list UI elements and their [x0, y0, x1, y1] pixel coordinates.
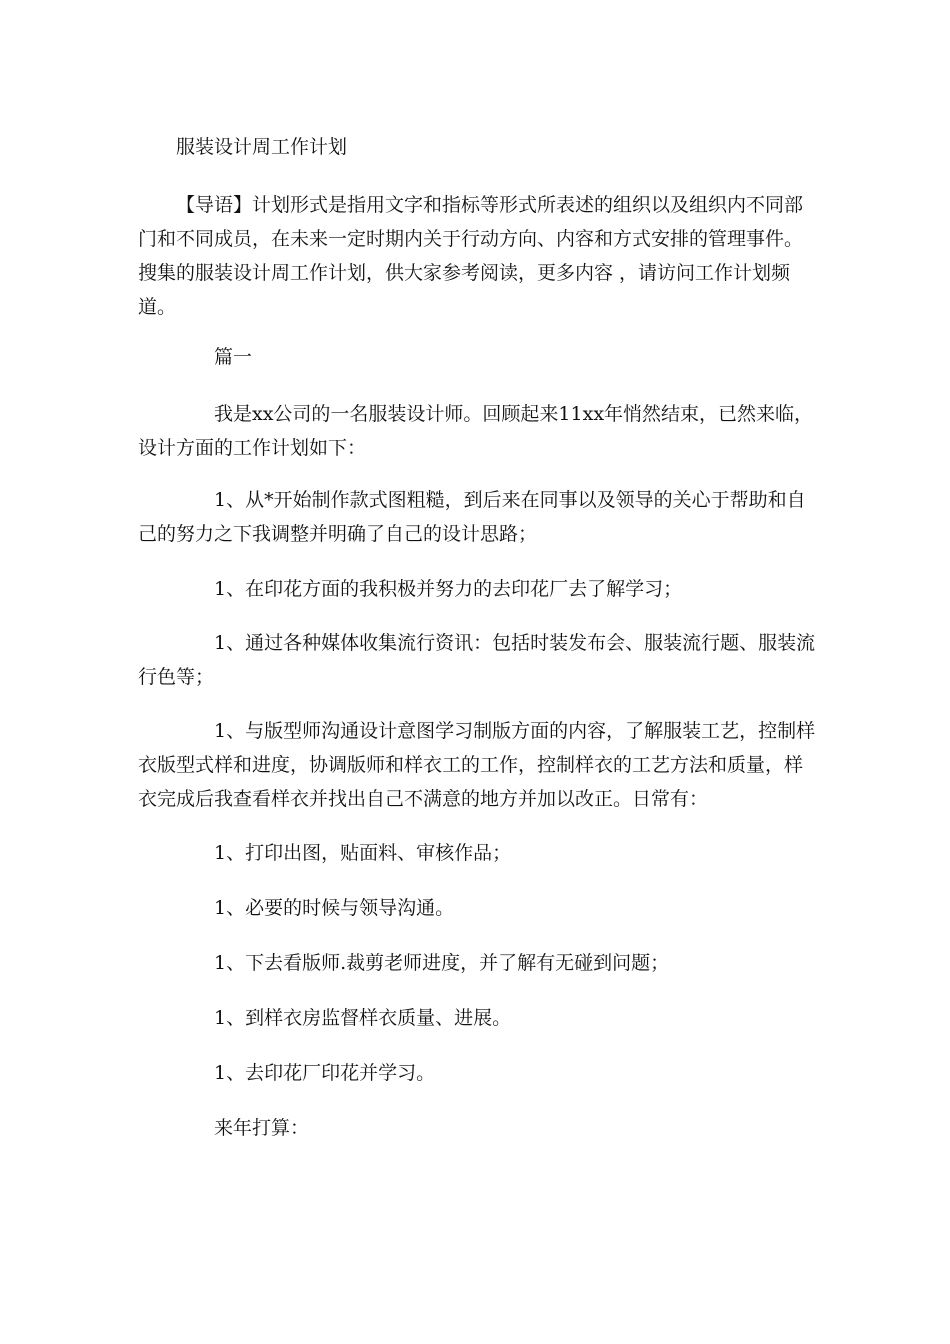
- intro-paragraph: 【导语】计划形式是指用文字和指标等形式所表述的组织以及组织内不同部门和不同成员，在未来一定时期内关于行动方向、内容和方式安排的管理事件。搜集的服装设计周工作计划，供大家参考阅读，更多内容 ，请访问工作计划频道。: [138, 194, 804, 318]
- daily-item-2: 1、必要的时候与领导沟通。: [214, 897, 455, 919]
- work-item-3: 1、通过各种媒体收集流行资讯：包括时装发布会、服装流行题、服装流行色等；: [138, 632, 816, 688]
- document-title: 服装设计周工作计划: [176, 136, 348, 158]
- work-item-1: 1、从*开始制作款式图粗糙，到后来在同事以及领导的关心于帮助和自己的努力之下我调整并明确了自己的设计思路；: [138, 489, 806, 545]
- work-item-4: 1、与版型师沟通设计意图学习制版方面的内容，了解服装工艺，控制样衣版型式样和进度，协调版师和样衣工的工作，控制样衣的工艺方法和质量，样衣完成后我查看样衣并找出自己不满意的地方并加以改正。日常有：: [138, 720, 816, 810]
- work-item-2: 1、在印花方面的我积极并努力的去印花厂去了解学习；: [214, 578, 683, 600]
- section-heading: 篇一: [214, 346, 253, 368]
- opening-paragraph: 我是xx公司的一名服装设计师。回顾起来11xx年悄然结束，已然来临，设计方面的工作计划如下：: [138, 403, 814, 459]
- daily-item-5: 1、去印花厂印花并学习。: [214, 1062, 436, 1084]
- daily-item-1: 1、打印出图，贴面料、审核作品；: [214, 842, 512, 864]
- daily-item-3: 1、下去看版师.裁剪老师进度，并了解有无碰到问题；: [214, 952, 670, 974]
- next-year-heading: 来年打算：: [214, 1117, 310, 1139]
- daily-item-4: 1、到样衣房监督样衣质量、进展。: [214, 1007, 512, 1029]
